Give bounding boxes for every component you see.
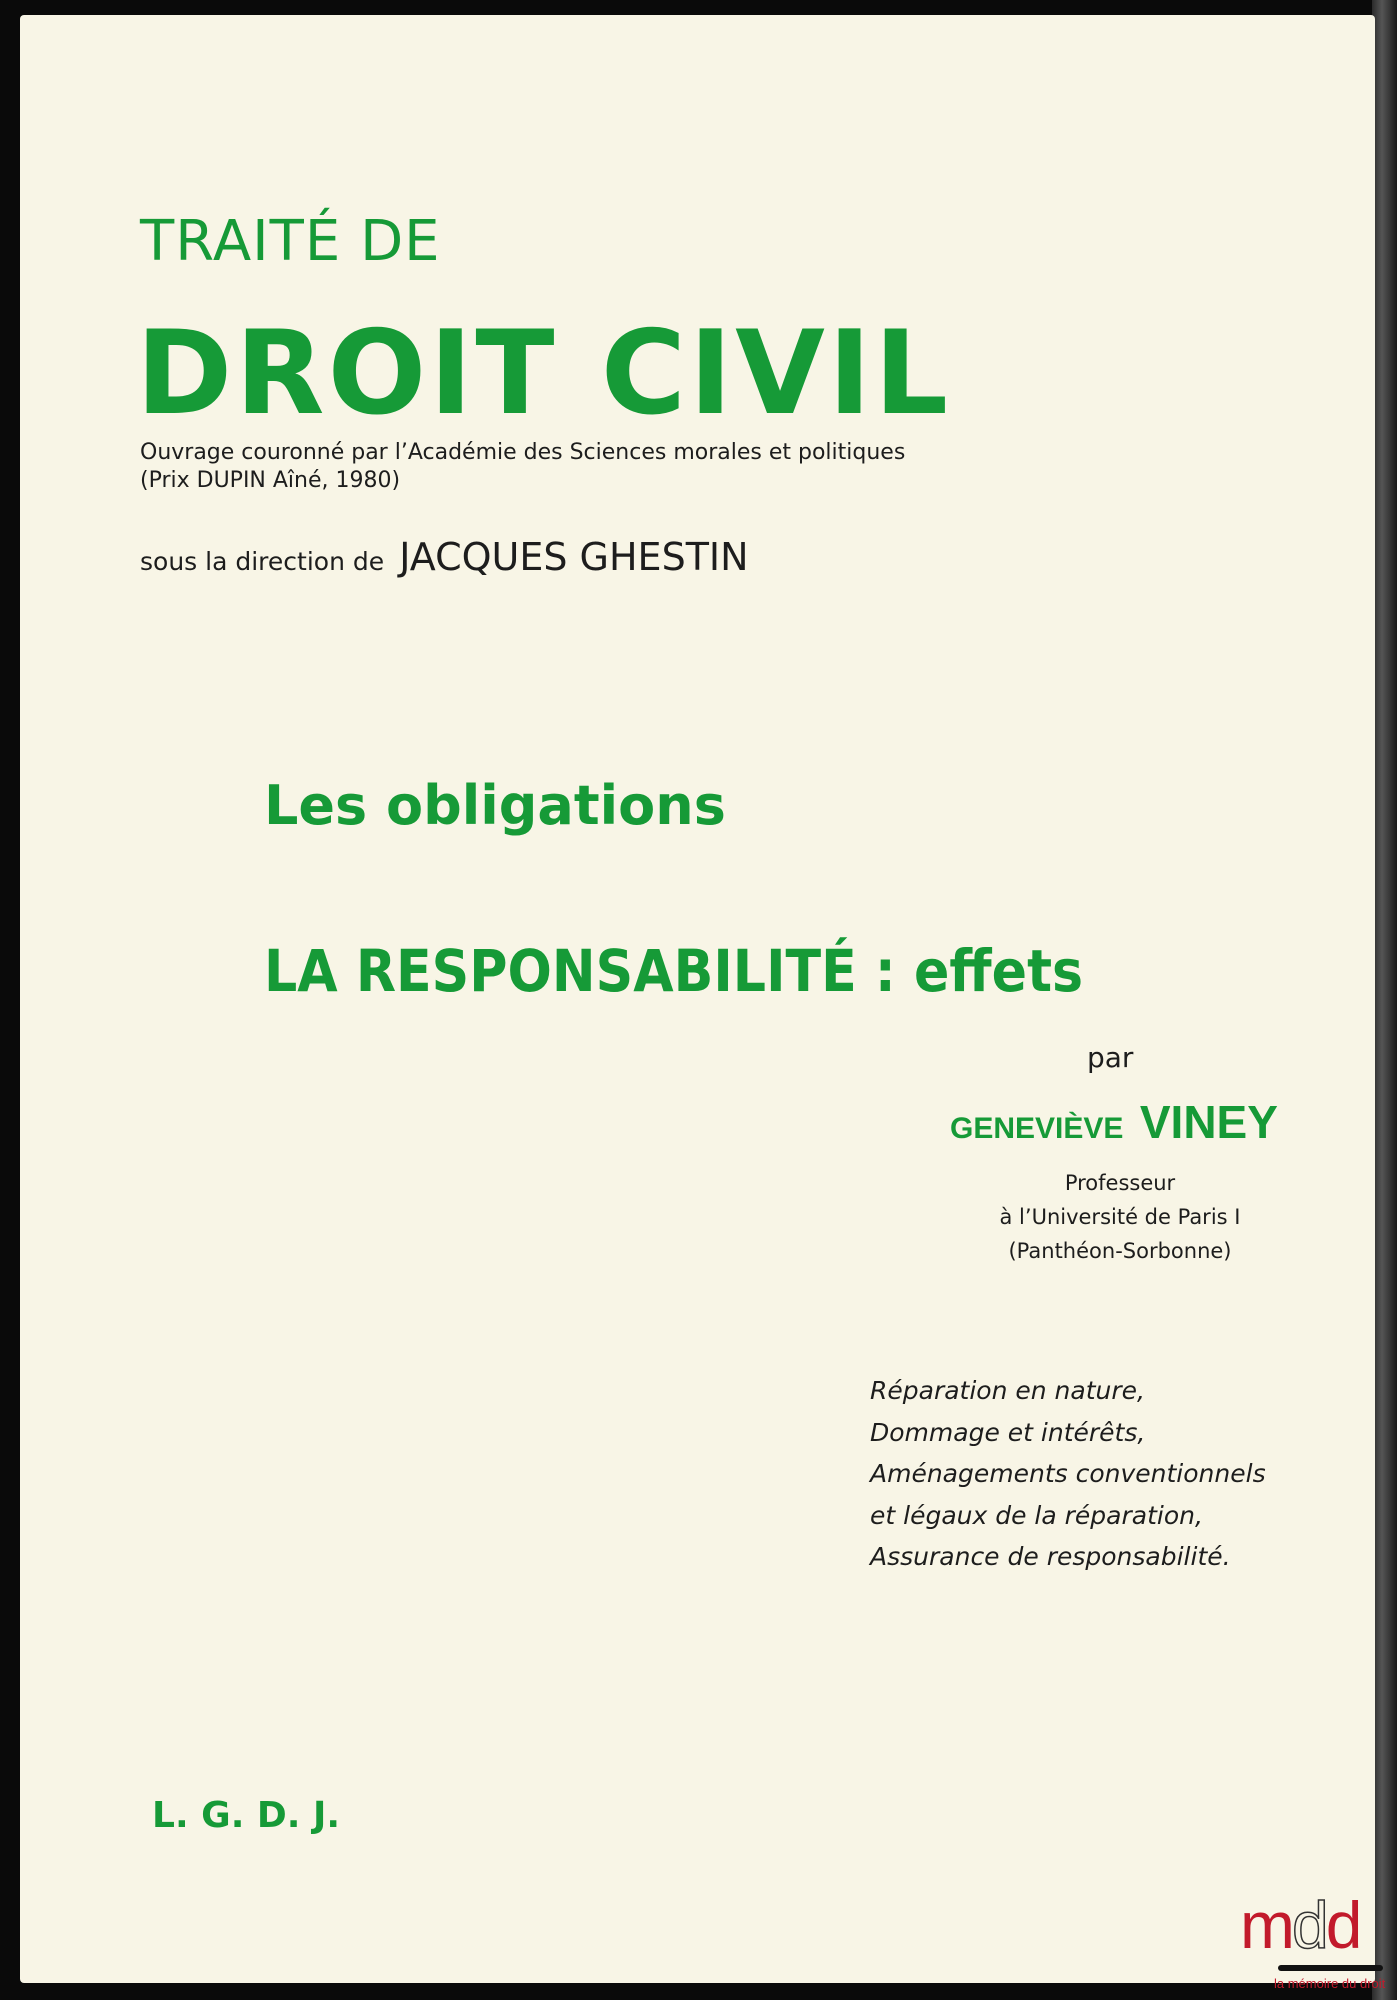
logo-underline — [1278, 1965, 1383, 1971]
author-role-line: à l’Université de Paris I — [999, 1205, 1241, 1229]
award-line-2: (Prix DUPIN Aîné, 1980) — [140, 468, 401, 493]
author-role-line: (Panthéon-Sorbonne) — [1008, 1239, 1232, 1263]
logo-tagline: la mémoire du droit — [1274, 1976, 1386, 1991]
subtitle: Les obligations — [264, 774, 726, 837]
publisher: L. G. D. J. — [152, 1795, 341, 1836]
main-title: LA RESPONSABILITÉ : effets — [264, 937, 1084, 1005]
series-prefix: TRAITÉ DE — [140, 209, 441, 274]
topic-item: Dommage et intérêts, — [870, 1417, 1146, 1447]
by-label: par — [1087, 1041, 1134, 1074]
topic-item: et légaux de la réparation, — [870, 1500, 1203, 1530]
author-role-line: Professeur — [1064, 1171, 1176, 1195]
topic-item: Assurance de responsabilité. — [870, 1542, 1231, 1571]
topic-item: Réparation en nature, — [870, 1376, 1145, 1405]
direction-label: sous la direction de — [140, 547, 385, 576]
author-name — [950, 1096, 1278, 1149]
series-title: DROIT CIVIL — [136, 306, 952, 441]
topics-list — [870, 1370, 1266, 1578]
author-first-name: GENEVIÈVE — [950, 1112, 1124, 1145]
mdd-logo-letters: mdd — [1240, 1888, 1360, 1962]
author-last-name: VINEY — [1139, 1096, 1278, 1148]
author-affiliation — [960, 1166, 1280, 1268]
director-name: JACQUES GHESTIN — [399, 535, 749, 579]
book-spine-edge — [1372, 0, 1397, 2000]
mdd-watermark-logo — [1236, 1888, 1386, 1997]
topic-item: Aménagements conventionnels — [870, 1459, 1266, 1488]
award-line-1: Ouvrage couronné par l’Académie des Sciences morales et politiques — [140, 440, 906, 465]
direction-line — [140, 536, 749, 580]
